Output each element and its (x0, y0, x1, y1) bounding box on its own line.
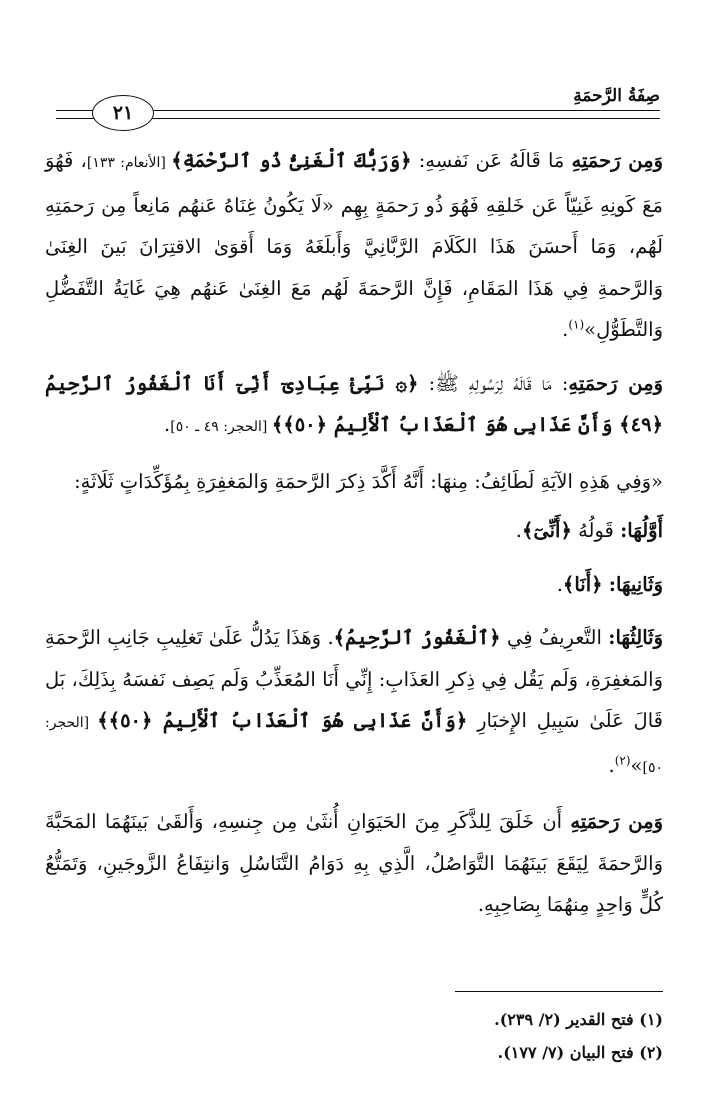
enumeration-text: التَّعرِيفُ فِي (500, 626, 609, 649)
paragraph-intro: : مَا قَالَهُ لِرَسُولِهِ ﷺ: (418, 371, 569, 395)
enumeration-end: . (515, 519, 522, 542)
quran-verse: ﴿وَرَبُّكَ ٱلْغَنِىُّ ذُو ٱلرَّحْمَةِ﴾ (171, 149, 412, 172)
page-number: ٢١ (112, 102, 134, 124)
quote-close: » (630, 753, 643, 777)
footnote-1: (١) فتح القدير (٢/ ٢٣٩). (494, 1010, 663, 1029)
paragraph-body: . وَهَذَا يَدُلُّ عَلَىٰ تَغلِيبِ جَانِبِ الرَّحمَةِ وَالمَغفِرَةِ، وَلَم يَقُل فِي ذِكرِ العَذَابِ: إِنِّي أَنَا المُعَذِّبُ وَلَم يَصِف نَفسَهُ بِذَلِكَ، بَل قَالَ عَلَىٰ سَبِيلِ الإِخبَارِ (45, 626, 663, 732)
quran-word: ﴿أَنَا﴾ (562, 572, 603, 596)
running-title: صِفَةُ الرَّحمَةِ (573, 86, 660, 106)
enumeration-lead: أَوَّلُهَا: (620, 519, 663, 542)
enumeration-1 (45, 510, 663, 552)
quran-word: ﴿أَنِّىٓ﴾ (521, 519, 572, 542)
footnote-rule (455, 991, 663, 992)
paragraph-1 (45, 140, 663, 351)
enumeration-lead: وَثَالِثُهَا: (608, 626, 664, 649)
enumeration-3 (45, 617, 663, 789)
footnote-marker: (٢) (614, 753, 631, 767)
enumeration-end: . (556, 572, 563, 596)
enumeration-text: قَولُهُ (571, 519, 621, 542)
paragraph-lead: وَمِن رَحمَتِهِ (568, 371, 664, 395)
main-text (45, 140, 663, 938)
paragraph-end: . (562, 318, 569, 341)
paragraph-2 (45, 363, 663, 449)
footnote-marker: (١) (568, 317, 585, 332)
quran-verse: ﴿۞ نَبِّئْ عِبَادِىٓ أَنِّىٓ أَنَا ٱلْغَفُورُ ٱلرَّحِيمُ ﴿٤٩﴾ وَأَنَّ عَذَابِى هُوَ ٱلْعَذَابُ ٱلْأَلِيمُ ﴿٥٠﴾﴾ (45, 371, 663, 436)
enumeration-2 (45, 564, 663, 606)
paragraph-body: أَن خَلَقَ لِلذَّكَرِ مِنَ الحَيَوَانِ أُنثَىٰ مِن جِنسِهِ، وَأَلقَىٰ بَينَهُمَا المَحَبَّةَ وَالرَّحمَةَ لِيَقَعَ بَينَهُمَا التَّوَاصُلُ، الَّذِي بِهِ دَوَامُ التَّنَاسُلِ وَانتِفَاعُ الزَّوجَينِ، وَتَمَتُّعُ كُلٍّ وَاحِدٍ مِنهُمَا بِصَاحِبِهِ. (45, 810, 663, 916)
paragraph-4 (45, 801, 663, 926)
quran-verse: ﴿ٱلْغَفُورُ ٱلرَّحِيمُ﴾ (333, 626, 501, 649)
footnotes (45, 1003, 663, 1069)
verse-reference: [الحجر: ٤٩ ـ ٥٠] (170, 419, 272, 435)
paragraph-end: . (164, 413, 171, 436)
paragraph-body: ، فَهُوَ مَعَ كَونِهِ غَنِيّاً عَن خَلقِهِ فَهُوَ ذُو رَحمَةٍ بِهِم «لَا يَكُونُ غِنَاهُ عَنهُم مَانِعاً مِن رَحمَتِهِ لَهُم، وَمَا أَحسَنَ هَذَا الكَلَامَ الرَّبَّانِيَّ وَأَبلَغَهُ وَمَا أَقوَىٰ الاقتِرَانَ بَينَ الغِنَىٰ وَالرَّحمةِ فِي هَذَا المَقَامِ، فَإِنَّ الرَّحمَةَ لَهُم مَعَ الغِنَىٰ عَنهُم هِيَ غَايَةُ التَّفَضُّلِ وَالتَّطَوُّلِ» (45, 149, 663, 341)
paragraph-3 (45, 461, 663, 503)
header-rule-stub (56, 110, 92, 119)
page-number-badge (92, 95, 154, 131)
verse-reference: [الحجر: ٥٠] (45, 715, 663, 776)
paragraph-lead: وَمِن رَحمَتِهِ (571, 149, 663, 172)
paragraph-end: . (608, 753, 615, 777)
footnote-2: (٢) فتح البيان (٧/ ١٧٧). (497, 1043, 663, 1062)
quran-verse-2: ﴿وَأَنَّ عَذَابِى هُوَ ٱلْعَذَابُ ٱلْأَلِيمُ ﴿٥٠﴾﴾ (97, 709, 468, 732)
paragraph-text: «وَفِي هَذِهِ الآيَةِ لَطَائِفُ: مِنهَا: أَنَّهُ أَكَّدَ ذِكرَ الرَّحمَةِ وَالمَغفِرَةِ بِمُؤَكِّدَاتٍ ثَلَاثَةٍ: (74, 469, 663, 493)
enumeration-lead: وَثَانِيهَا: (608, 572, 663, 596)
paragraph-intro: مَا قَالَهُ عَن نَفسِهِ: (411, 149, 572, 172)
verse-reference: [الأنعام: ١٣٣] (86, 155, 172, 171)
paragraph-lead: وَمِن رَحمَتِهِ (570, 810, 663, 833)
